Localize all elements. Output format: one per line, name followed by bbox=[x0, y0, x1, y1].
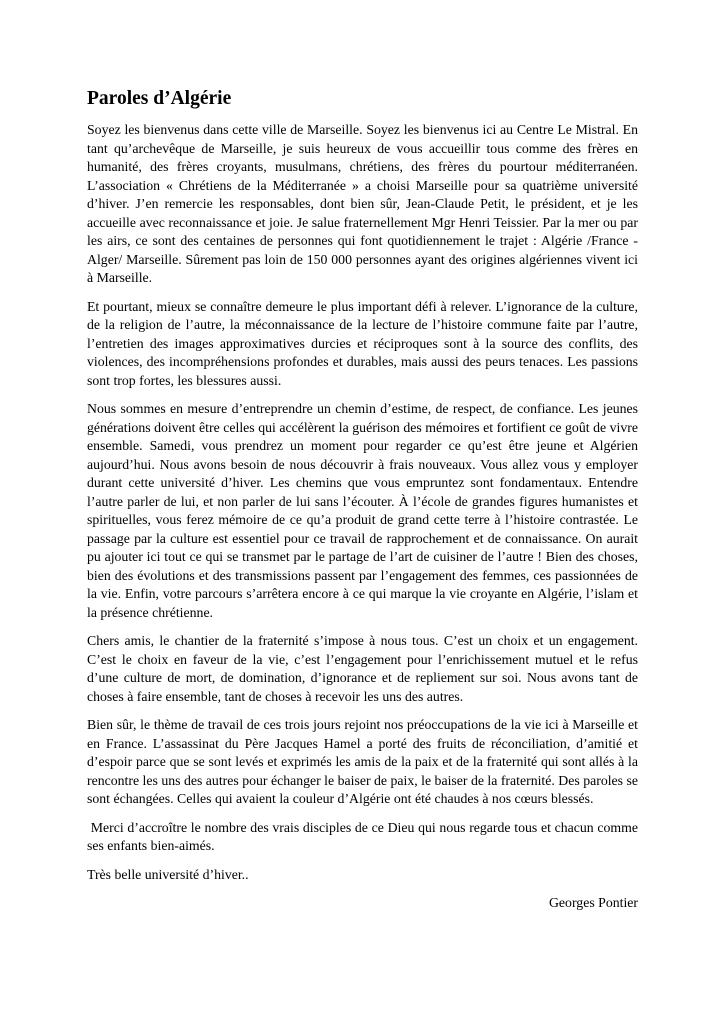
paragraph-closing: Très belle université d’hiver.. bbox=[87, 866, 249, 882]
paragraph-welcome: Soyez les bienvenus dans cette ville de Marseille. Soyez les bienvenus ici au Centre Le Mistral. En tant qu’archevêque de Marseille, je suis heureux de vous accueillir tous comme des frères en humanité, des frères croyants, musulmans, chrétiens, des frères du pourtour méditerranéen. L’association « Chrétiens de la Méditerranée » a choisi Marseille pour sa quatrième université d’hiver. J’en remercie les responsables, dont bien sûr, Jean-Claude Petit, le président, et je les accueille avec reconnaissance et joie. Je salue fraternellement Mgr Henri Teissier. Par la mer ou par les airs, ce sont des centaines de personnes qui font quotidiennement le trajet : Algérie /France - Alger/ Marseille. Sûrement pas loin de 150 000 personnes ayant des origines algériennes vivent ici à Marseille. bbox=[87, 122, 638, 285]
paragraph-marseille: Bien sûr, le thème de travail de ces trois jours rejoint nos préoccupations de la vie ici à Marseille et en France. L’assassinat du Père Jacques Hamel a porté des fruits de réconciliation, d’amitié et d’espoir parce que se sont levés et exprimés les amis de la paix et de la fraternité qui sont allés à la rencontre les uns des autres pour échanger le baiser de paix, le baiser de la fraternité. Des paroles se sont échangées. Celles qui avaient la couleur d’Algérie ont été chaudes à nos cœurs blessés. bbox=[87, 717, 638, 806]
paragraph-path: Nous sommes en mesure d’entreprendre un chemin d’estime, de respect, de confiance. Les jeunes générations doivent être celles qui accélèrent la guérison des mémoires et fortifient ce goût de vivre ensemble. Samedi, vous prendrez un moment pour regarder ce qu’est être jeune et Algérien aujourd’hui. Nous avons besoin de nous découvrir à frais nouveaux. Vous allez vous y employer durant cette université d’hiver. Les chemins que vous empruntez sont fondamentaux. Entendre l’autre parler de lui, et non parler de lui sans l’écouter. À l’école de grandes figures humanistes et spirituelles, vous ferez mémoire de ce qu’a produit de grand cette terre à l’histoire contrastée. Le passage par la culture est essentiel pour ce travail de rapprochement et de connaissance. On aurait pu ajouter ici tout ce qui se transmet par le partage de l’art de cuisiner de l’autre ! Bien des choses, bien des évolutions et des transmissions passent par l’engagement des femmes, ces passionnées de la vie. Enfin, votre parcours s’arrêtera encore à ce qui marque la vie croyante en Algérie, l’islam et la présence chrétienne. bbox=[87, 401, 638, 620]
document-title: Paroles d’Algérie bbox=[87, 88, 232, 109]
signature: Georges Pontier bbox=[548, 895, 638, 910]
paragraph-fraternity: Chers amis, le chantier de la fraternité s’impose à nous tous. C’est un choix et un engagement. C’est le choix en faveur de la vie, c’est l’engagement pour l’enrichissement mutuel et le refus d’une culture de mort, de domination, d’ignorance et de repliement sur soi. Nous avons tant de choses à faire ensemble, tant de choses à recevoir les uns des autres. bbox=[87, 633, 638, 704]
paragraph-challenge: Et pourtant, mieux se connaître demeure le plus important défi à relever. L’ignorance de la culture, de la religion de l’autre, la méconnaissance de la lecture de l’histoire commune faite par l’autre, l’entretien des images approximatives durcies et réciproques sont à la source des conflits, des violences, des incompréhensions profondes et durables, mais aussi des peurs tenaces. Les passions sont trop fortes, les blessures aussi. bbox=[87, 298, 638, 388]
paragraph-thanks: Merci d’accroître le nombre des vrais disciples de ce Dieu qui nous regarde tous et chacun comme ses enfants bien-aimés. bbox=[87, 819, 642, 853]
document-page bbox=[87, 86, 642, 913]
